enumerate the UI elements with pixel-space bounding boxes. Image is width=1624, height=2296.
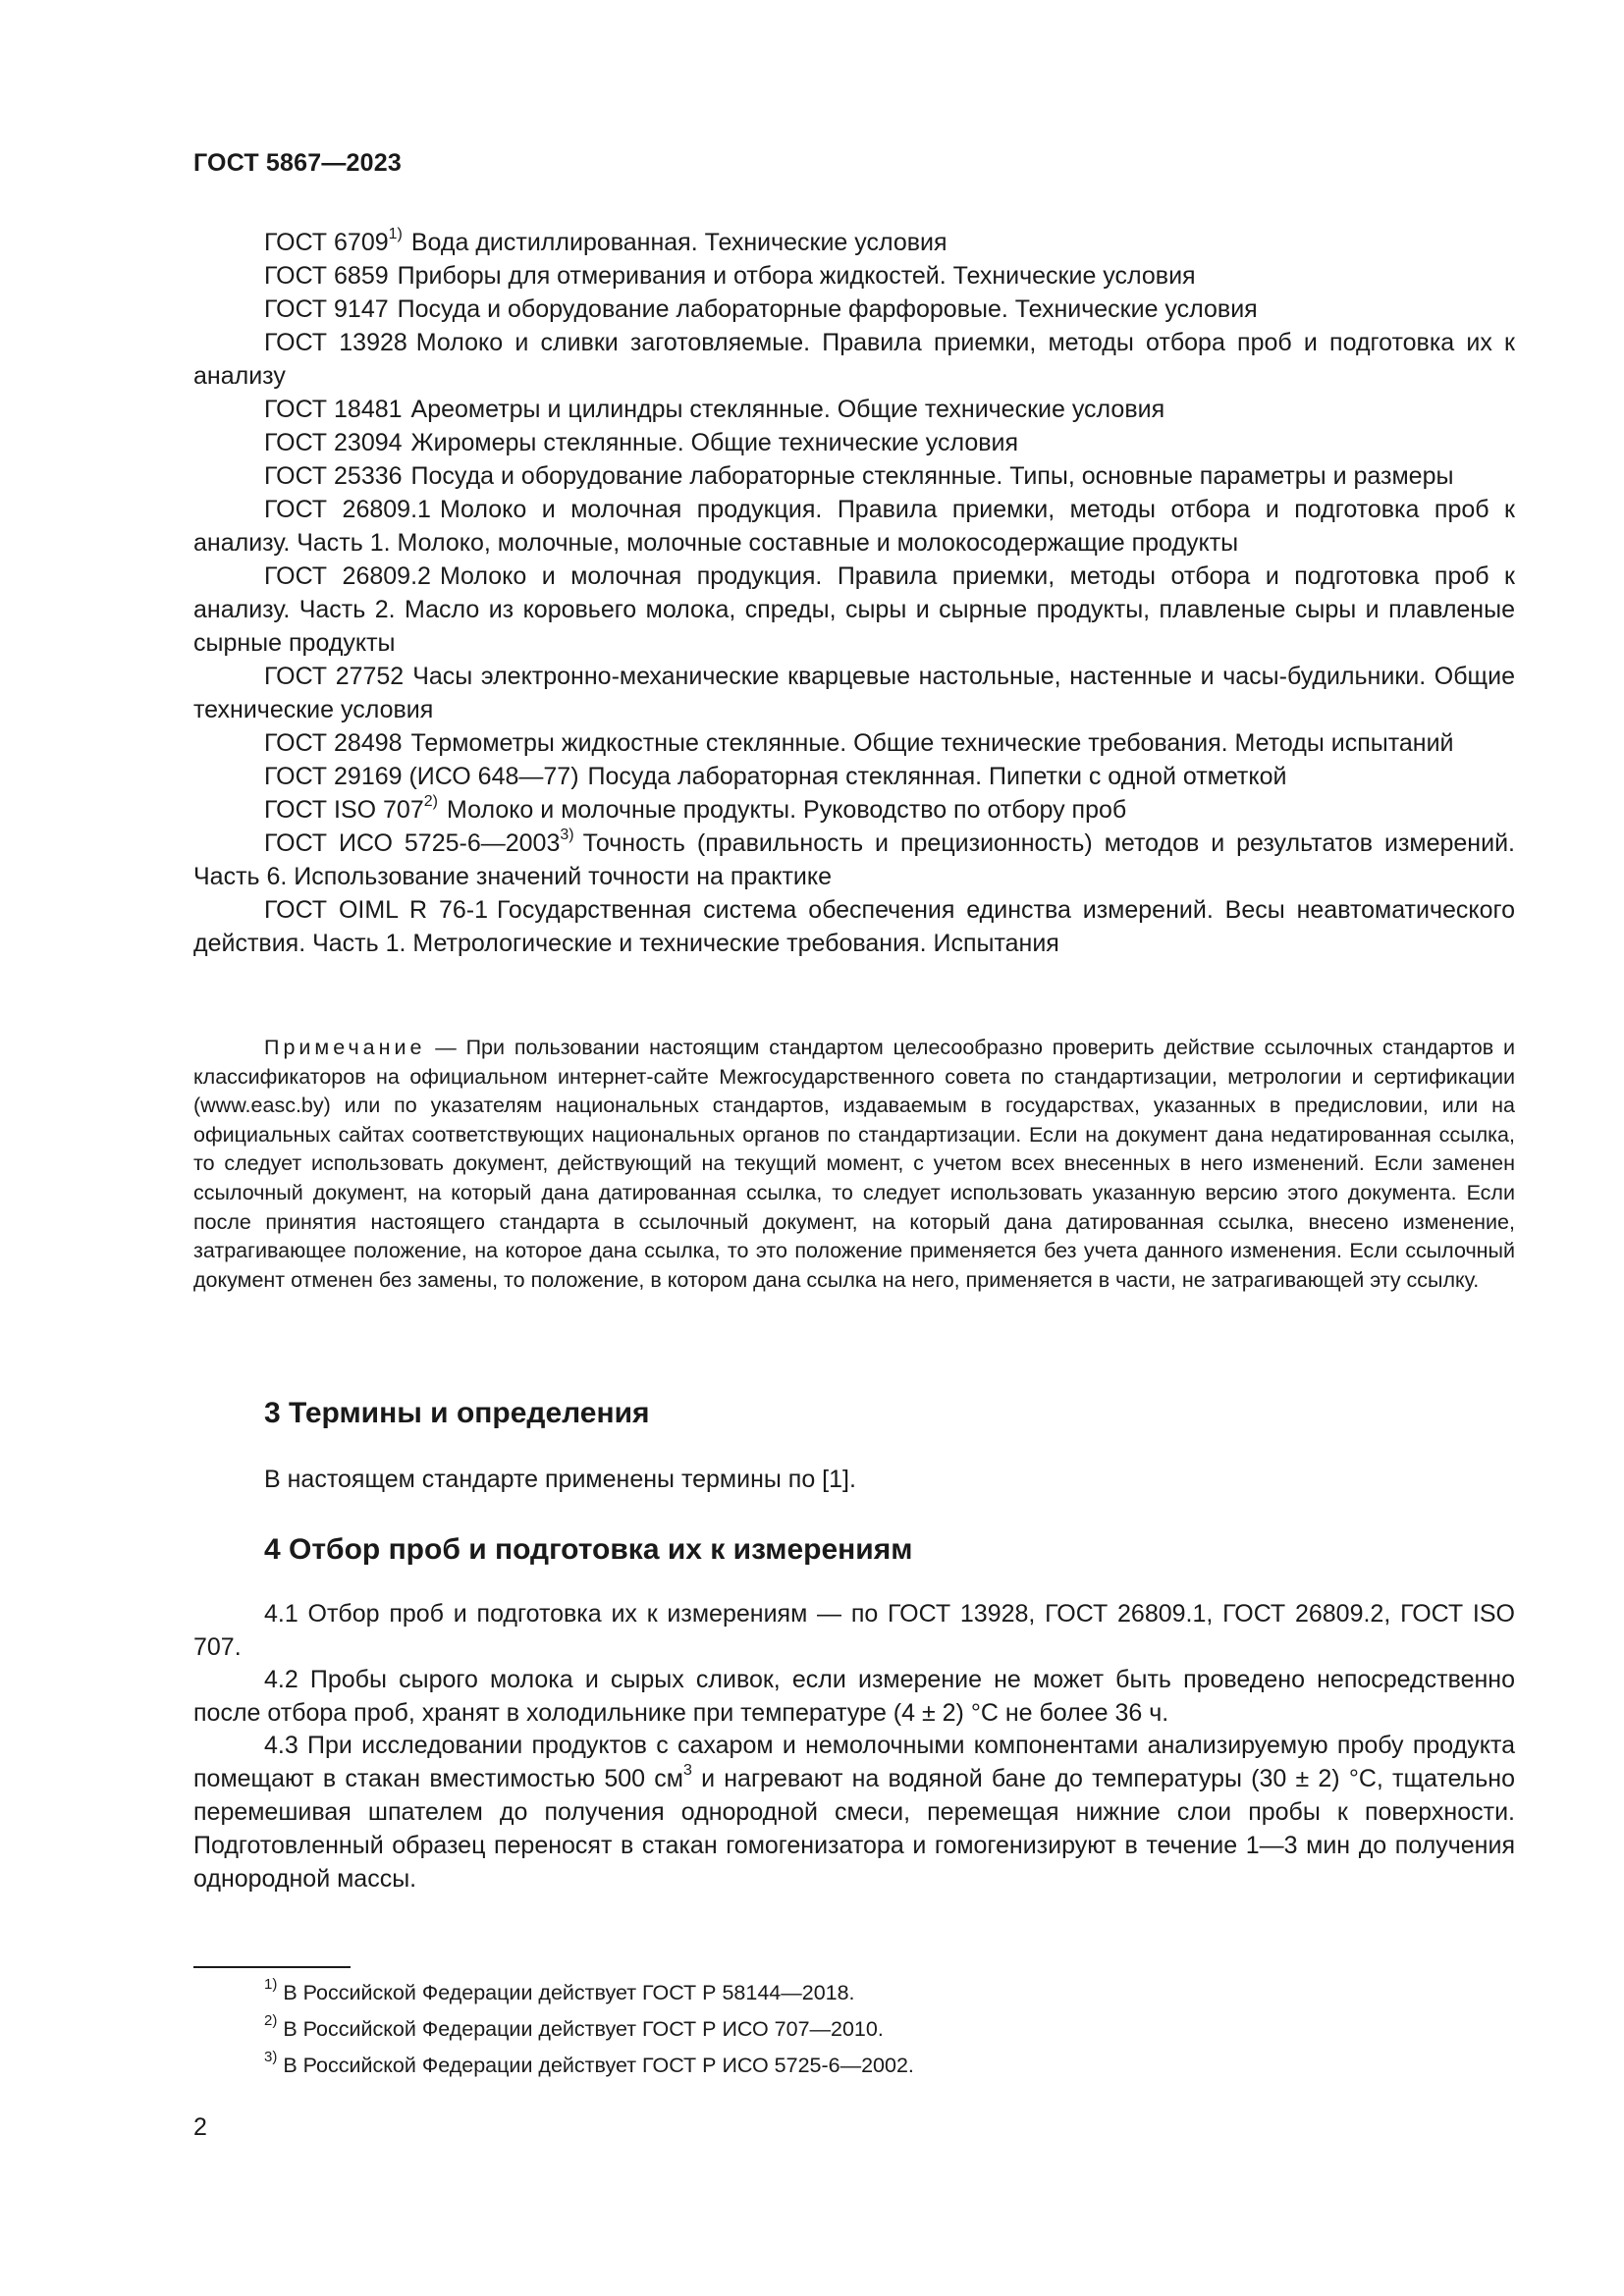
reference-title: Вода дистиллированная. Технические условия bbox=[410, 229, 947, 256]
reference-title: Государственная система обеспечения единства измерений. Весы неавтоматического действия. Часть 1. Метрологические и технические требования. Испытания bbox=[193, 896, 1515, 957]
reference-title: Часы электронно-механические кварцевые настольные, настенные и часы-будильники. Общие технические условия bbox=[193, 663, 1515, 723]
section-3-title: 3 Термины и определения bbox=[264, 1397, 650, 1429]
clause-4-1: 4.1 Отбор проб и подготовка их к измерениям — по ГОСТ 13928, ГОСТ 26809.1, ГОСТ 26809.2, ГОСТ ISO 707. bbox=[193, 1600, 1515, 1661]
footnote-divider bbox=[193, 1966, 351, 1968]
reference-title: Молоко и молочные продукты. Руководство по отбору проб bbox=[446, 796, 1127, 824]
reference-item bbox=[193, 226, 1515, 259]
reference-item bbox=[193, 726, 1515, 760]
footnote-mark: 1) bbox=[264, 1975, 278, 1993]
footnote-mark: 3) bbox=[560, 826, 574, 843]
reference-title: Посуда и оборудование лабораторные фарфоровые. Технические условия bbox=[397, 295, 1258, 323]
note-paragraph bbox=[193, 1034, 1515, 1295]
reference-item bbox=[193, 393, 1515, 426]
reference-item bbox=[193, 827, 1515, 893]
reference-code: ГОСТ 6709 bbox=[264, 229, 389, 256]
note-label: Примечание bbox=[264, 1036, 426, 1059]
reference-item bbox=[193, 560, 1515, 660]
standard-header: ГОСТ 5867—2023 bbox=[193, 149, 402, 177]
reference-code: ГОСТ 25336 bbox=[264, 462, 403, 490]
reference-code: ГОСТ 26809.1 bbox=[264, 496, 431, 523]
reference-code: ГОСТ 6859 bbox=[264, 262, 389, 290]
reference-code: ГОСТ ISO 707 bbox=[264, 796, 424, 824]
footnote-2 bbox=[264, 2011, 884, 2042]
reference-code: ГОСТ 9147 bbox=[264, 295, 389, 323]
reference-code: ГОСТ 23094 bbox=[264, 429, 403, 456]
reference-item bbox=[193, 760, 1515, 793]
reference-title: Ареометры и цилиндры стеклянные. Общие технические условия bbox=[410, 396, 1165, 423]
reference-code: ГОСТ 26809.2 bbox=[264, 562, 431, 590]
footnote-text: В Российской Федерации действует ГОСТ Р ИСО 707—2010. bbox=[283, 2017, 884, 2041]
clause-4-3-part-b: и нагревают на водяной бане до температуры (30 ± 2) °С, тщательно перемешивая шпателем до получения однородной смеси, перемещая нижние слои пробы к поверхности. Подготовленный образец переносят в стакан гомогенизатора и гомогенизируют в течение 1—3 мин до получения однородной массы. bbox=[193, 1765, 1515, 1893]
reference-title: Молоко и сливки заготовляемые. Правила приемки, методы отбора проб и подготовка их к анализу bbox=[193, 329, 1515, 390]
reference-item bbox=[193, 326, 1515, 393]
note-text: — При пользовании настоящим стандартом целесообразно проверить действие ссылочных стандартов и классификаторов на официальном интернет-сайте Межгосударственного совета по стандартизации, метрологии и сертификации (www.easc.by) или по указателям национальных стандартов, издаваемым в государствах, указанных в предисловии, или на официальных сайтах соответствующих национальных органов по стандартизации. Если на документ дана недатированная ссылка, то следует использовать документ, действующий на текущий момент, с учетом всех внесенных в него изменений. Если заменен ссылочный документ, на который дана датированная ссылка, то следует использовать указанную версию этого документа. Если после принятия настоящего стандарта в ссылочный документ, на который дана датированная ссылка, внесено изменение, затрагивающее положение, на которое дана ссылка, то это положение применяется без учета данного изменения. Если ссылочный документ отменен без замены, то положение, в котором дана ссылка на него, применяется в части, не затрагивающей эту ссылку. bbox=[193, 1036, 1515, 1292]
reference-code: ГОСТ 27752 bbox=[264, 663, 405, 690]
footnote-3 bbox=[264, 2048, 914, 2078]
clause-4-3 bbox=[193, 1729, 1515, 1896]
reference-code: ГОСТ 29169 (ИСО 648—77) bbox=[264, 763, 579, 790]
reference-title: Молоко и молочная продукция. Правила приемки, методы отбора и подготовка проб к анализу. Часть 2. Масло из коровьего молока, спреды, сыры и сырные продукты, плавленые сыры и плавленые сырные продукты bbox=[193, 562, 1515, 657]
normative-references-list bbox=[193, 226, 1515, 960]
reference-item bbox=[193, 459, 1515, 493]
reference-title: Молоко и молочная продукция. Правила приемки, методы отбора и подготовка проб к анализу. Часть 1. Молоко, молочные, молочные составные и молокосодержащие продукты bbox=[193, 496, 1515, 557]
reference-item bbox=[193, 893, 1515, 960]
reference-code: ГОСТ 13928 bbox=[264, 329, 407, 356]
section-4-title: 4 Отбор проб и подготовка их к измерениям bbox=[264, 1533, 913, 1566]
reference-code: ГОСТ ИСО 5725-6—2003 bbox=[264, 829, 561, 857]
cubic-superscript: 3 bbox=[682, 1761, 692, 1779]
reference-title: Термометры жидкостные стеклянные. Общие технические требования. Методы испытаний bbox=[410, 729, 1454, 757]
reference-code: ГОСТ 28498 bbox=[264, 729, 403, 757]
footnote-mark: 1) bbox=[388, 225, 403, 242]
footnote-mark: 2) bbox=[264, 2011, 278, 2029]
reference-title: Жиромеры стеклянные. Общие технические условия bbox=[410, 429, 1019, 456]
reference-item bbox=[193, 259, 1515, 293]
footnote-mark: 2) bbox=[423, 792, 438, 810]
reference-item bbox=[193, 426, 1515, 459]
footnote-mark: 3) bbox=[264, 2048, 278, 2065]
reference-code: ГОСТ OIML R 76-1 bbox=[264, 896, 489, 924]
page-number: 2 bbox=[193, 2113, 207, 2141]
section-3-text: В настоящем стандарте применены термины по [1]. bbox=[264, 1466, 856, 1493]
reference-item bbox=[193, 293, 1515, 326]
reference-title: Посуда лабораторная стеклянная. Пипетки с одной отметкой bbox=[587, 763, 1287, 790]
reference-item bbox=[193, 493, 1515, 560]
reference-code: ГОСТ 18481 bbox=[264, 396, 403, 423]
footnote-text: В Российской Федерации действует ГОСТ Р ИСО 5725-6—2002. bbox=[283, 2054, 914, 2077]
clause-4-2: 4.2 Пробы сырого молока и сырых сливок, если измерение не может быть проведено непосредственно после отбора проб, хранят в холодильнике при температуре (4 ± 2) °С не более 36 ч. bbox=[193, 1666, 1515, 1727]
reference-item bbox=[193, 660, 1515, 726]
clause-4-3-part-a: 4.3 При исследовании продуктов с сахаром и немолочными компонентами анализируемую пробу продукта помещают в стакан вместимостью 500 см bbox=[193, 1732, 1515, 1792]
footnote-1 bbox=[264, 1975, 855, 2005]
reference-title: Посуда и оборудование лабораторные стеклянные. Типы, основные параметры и размеры bbox=[410, 462, 1454, 490]
reference-title: Точность (правильность и прецизионность) методов и результатов измерений. Часть 6. Использование значений точности на практике bbox=[193, 829, 1515, 890]
footnote-text: В Российской Федерации действует ГОСТ Р 58144—2018. bbox=[283, 1981, 855, 2004]
reference-item bbox=[193, 793, 1515, 827]
reference-title: Приборы для отмеривания и отбора жидкостей. Технические условия bbox=[397, 262, 1196, 290]
